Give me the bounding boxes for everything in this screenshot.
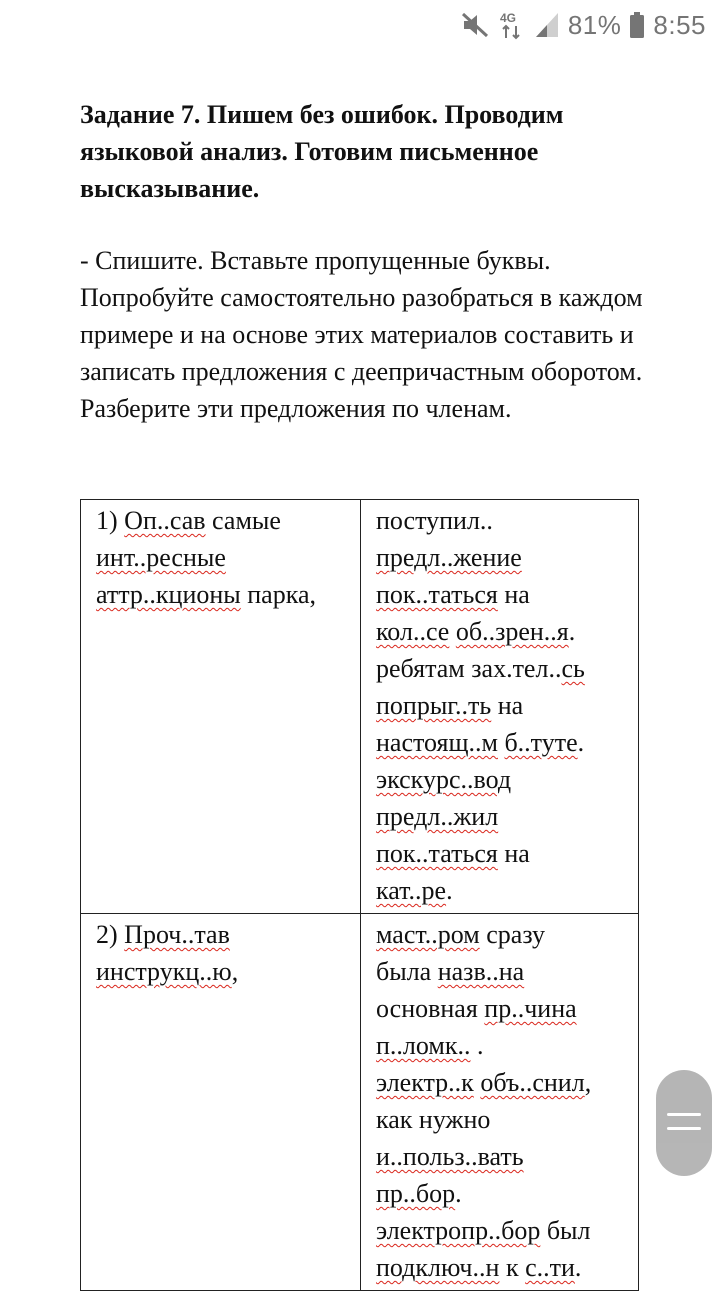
text-line [376, 687, 624, 724]
spellcheck-word: предл..жение [376, 543, 522, 572]
text-line [376, 502, 624, 539]
exercise-table-body [81, 500, 639, 1291]
text-line [376, 724, 624, 761]
text-fragment: парка, [240, 580, 316, 609]
mute-icon [460, 11, 490, 39]
spellcheck-word: пр..чина [484, 994, 577, 1023]
text-line [376, 1138, 624, 1175]
task-heading: Задание 7. Пишем без ошибок. Проводим языковой анализ. Готовим письменное высказывание. [80, 100, 564, 203]
text-line [376, 798, 624, 835]
text-line [96, 539, 346, 576]
sentence-start-cell [81, 500, 361, 914]
text-line [376, 953, 624, 990]
spellcheck-word: сь [561, 654, 585, 683]
text-fragment: , [584, 1068, 592, 1097]
spellcheck-word: аттр..кционы [96, 580, 241, 609]
spellcheck-word: пр..бор [376, 1179, 456, 1208]
status-icons [460, 8, 706, 42]
text-fragment: была [376, 957, 438, 986]
status-bar [0, 0, 720, 50]
text-fragment: . [577, 728, 585, 757]
spellcheck-word: пок..таться [376, 580, 498, 609]
text-line [376, 835, 624, 872]
clock: 8:55 [653, 9, 706, 40]
network-type: 4G [499, 11, 516, 25]
text-fragment: . [574, 1253, 582, 1282]
battery-percent: 81% [567, 9, 622, 40]
spellcheck-word: пок..таться [376, 839, 498, 868]
spellcheck-word: кол..се [376, 617, 450, 646]
spellcheck-word: предл..жил [376, 802, 499, 831]
text-fragment: поступил.. [376, 506, 493, 535]
grip-line-top [667, 1113, 701, 1116]
spellcheck-word: электр..к [376, 1068, 474, 1097]
spellcheck-word: Проч..тав [124, 920, 230, 949]
spellcheck-word: назв..на [437, 957, 525, 986]
text-line [376, 539, 624, 576]
table-row [81, 500, 639, 914]
spellcheck-word: п..ломк.. [376, 1031, 471, 1060]
text-fragment: на [491, 691, 524, 720]
spellcheck-word: настоящ..м [376, 728, 498, 757]
spellcheck-word: инструкц..ю [96, 957, 232, 986]
text-line [376, 650, 624, 687]
text-fragment: . [455, 1179, 462, 1208]
text-fragment: был [540, 1216, 591, 1245]
text-line [376, 990, 624, 1027]
spellcheck-word: экскурс..вод [376, 765, 512, 794]
text-fragment: на [497, 580, 530, 609]
sentence-parts-cell [361, 914, 639, 1291]
text-line [376, 576, 624, 613]
spellcheck-word: инт..ресные [96, 543, 226, 572]
sentence-parts-cell [361, 500, 639, 914]
scroll-handle[interactable] [656, 1070, 712, 1176]
text-line [376, 613, 624, 650]
spellcheck-word: электропр..бор [376, 1216, 541, 1245]
spellcheck-word: подключ..н [376, 1253, 500, 1282]
text-line [376, 1212, 624, 1249]
text-fragment: к [499, 1253, 526, 1282]
text-line [376, 1175, 624, 1212]
text-fragment: ребятам зах.тел.. [376, 654, 562, 683]
text-fragment: самые [205, 506, 281, 535]
text-fragment: как нужно [376, 1105, 491, 1134]
text-fragment: 1) [96, 506, 125, 535]
grip-line-bottom [667, 1127, 701, 1130]
spellcheck-word: с..ти [525, 1253, 575, 1282]
table-row [81, 914, 639, 1291]
text-fragment: на [497, 839, 530, 868]
text-line [96, 953, 346, 990]
signal-icon [534, 11, 560, 39]
text-fragment: . [446, 876, 453, 905]
text-line [376, 1064, 624, 1101]
spellcheck-word: и..польз..вать [376, 1142, 524, 1171]
network-4g-icon [498, 10, 526, 40]
text-fragment: 2) [96, 920, 125, 949]
text-line [376, 1027, 624, 1064]
spellcheck-word: б..туте [504, 728, 578, 757]
spellcheck-word: об..зрен..я [455, 617, 569, 646]
battery-icon [629, 11, 645, 39]
text-line [96, 916, 346, 953]
spellcheck-word: Оп..сав [124, 506, 206, 535]
text-line [96, 576, 346, 613]
text-line [376, 1249, 624, 1286]
text-fragment: , [231, 957, 239, 986]
text-line [376, 872, 624, 909]
text-fragment: сразу [479, 920, 546, 949]
text-fragment: . [470, 1031, 484, 1060]
text-fragment: . [568, 617, 576, 646]
spellcheck-word: маст..ром [376, 920, 480, 949]
spellcheck-word: попрыг..ть [376, 691, 492, 720]
text-line [376, 916, 624, 953]
text-line [376, 761, 624, 798]
text-line [96, 502, 346, 539]
text-line [376, 1101, 624, 1138]
text-fragment: основная [376, 994, 485, 1023]
spellcheck-word: кат..ре [376, 876, 447, 905]
spellcheck-word: объ..снил [480, 1068, 585, 1097]
task-instruction: - Спишите. Вставьте пропущенные буквы. Попробуйте самостоятельно разобраться в каждом примере и на основе этих материалов составить и записать предложения с деепричастным оборотом. Разберите эти предложения по членам. [80, 246, 643, 423]
exercise-table [80, 499, 639, 1291]
sentence-start-cell [81, 914, 361, 1291]
